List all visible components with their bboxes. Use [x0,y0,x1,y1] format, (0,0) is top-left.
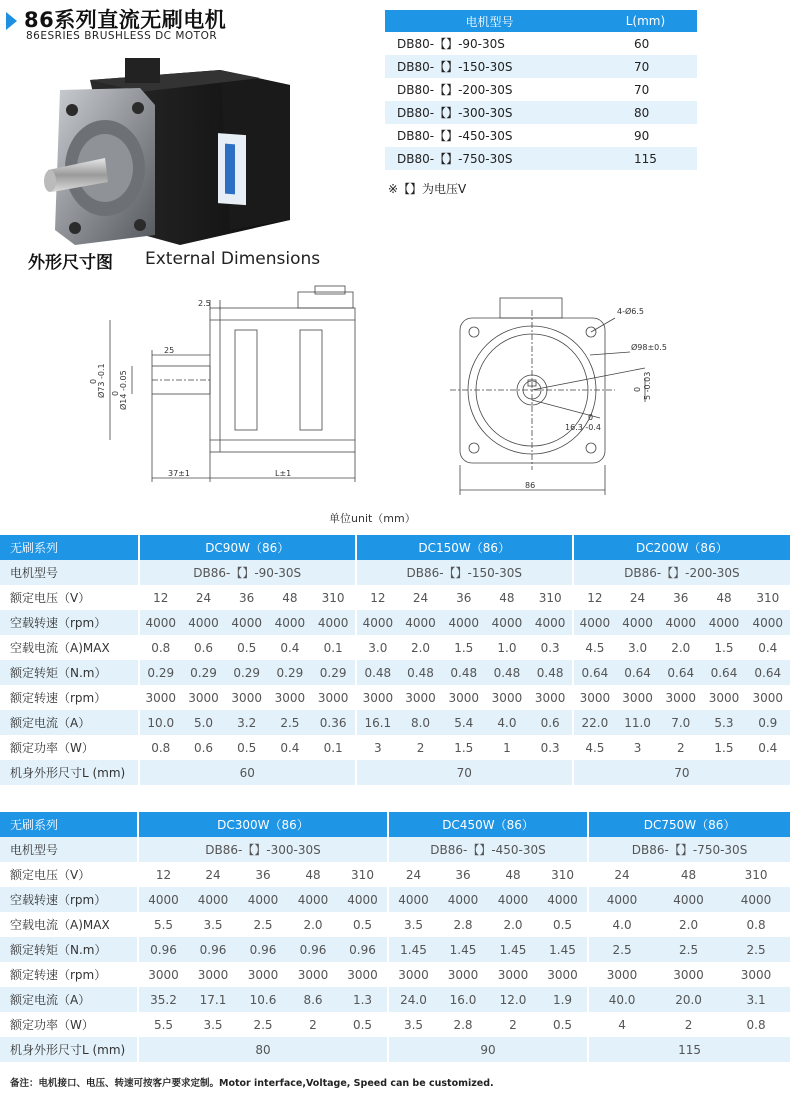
value-cell: 2 [684,1017,693,1032]
value-cell: 4000 [485,610,528,635]
model-cell: DB80-【】-150-30S [385,55,594,78]
value-cell: 0.64 [746,660,790,685]
row-label: 额定电流（A） [0,710,139,735]
value-cell: 0.48 [356,660,399,685]
footnote: 备注：电机接口、电压、转速可按客户要求定制。Motor interface,Voltage, Speed can be customized. [10,1078,494,1089]
row-label: 额定转速（rpm） [10,691,107,705]
value-cell: 2.8 [453,1017,473,1032]
dimension-drawing [60,280,680,502]
spec-table-1 [0,535,790,785]
value-cell: 0.9 [746,710,790,735]
value-cell: 310 [744,867,768,882]
value-cell: 12.0 [488,987,538,1012]
table-row [0,1012,790,1037]
model-cell: DB86-【】-90-30S [139,560,356,585]
value-cell: 17.1 [188,987,238,1012]
value-cell: 3000 [139,685,182,710]
value-cell: 4000 [288,887,338,912]
value-cell: 4000 [182,610,225,635]
value-cell: 3000 [188,690,219,705]
value-cell: 4000 [529,610,573,635]
value-cell: 3000 [448,690,480,705]
value-cell: 0.8 [746,1017,766,1032]
value-cell: 12 [573,585,616,610]
header-arrow-icon [6,12,17,30]
value-cell: 2.5 [655,937,722,962]
value-cell: 36 [456,590,472,605]
value-cell: 4000 [438,887,488,912]
value-cell: 4000 [388,887,438,912]
row-label: 电机型号 [0,837,138,862]
value-cell: 5.5 [138,912,188,937]
table-row [0,887,790,912]
value-cell: 4000 [138,887,188,912]
value-cell: 0.48 [529,660,573,685]
row-label: 机身外形尺寸L (mm) [0,1037,138,1062]
value-cell: 4000 [588,887,655,912]
value-cell: 1.9 [538,987,588,1012]
value-cell: 0.3 [540,740,560,755]
value-cell: 3000 [356,685,399,710]
length-cell: 70 [573,760,790,785]
row-label: 额定转矩（N.m） [0,937,138,962]
value-cell: 1.45 [538,937,588,962]
side-view [110,286,355,482]
value-cell: 48 [716,590,732,605]
value-cell: 48 [499,590,515,605]
value-cell: 2 [416,740,425,755]
length-cell: 60 [139,760,356,785]
table-header-row [0,535,790,560]
value-cell: 36 [455,867,471,882]
value-cell: 0.48 [485,660,528,685]
row-label: 额定转速（rpm） [10,968,107,982]
row-label: 空载电流（A)MAX [10,641,110,655]
value-cell: 3000 [297,967,329,982]
value-cell: 20.0 [655,987,722,1012]
value-cell: 48 [305,867,321,882]
value-cell: 0.5 [352,1017,373,1032]
value-cell: 1.5 [454,740,474,755]
length-cell: 70 [633,82,650,97]
value-cell: 3.5 [203,917,223,932]
value-cell: 12 [139,585,182,610]
value-cell: 3000 [405,690,436,705]
value-cell: 0.5 [352,917,373,932]
value-cell: 0.3 [540,640,560,655]
value-cell: 3000 [197,967,229,982]
group-header: DC90W（86） [139,535,356,560]
value-cell: 4.5 [573,735,616,760]
dim-flange: Ø73 -0.1 [97,363,106,398]
value-cell: 35.2 [138,987,188,1012]
model-cell: DB80-【】-200-30S [397,83,513,97]
value-cell: 2.0 [679,917,699,932]
value-cell: 2 [509,1017,517,1032]
length-cell: 70 [594,55,697,78]
model-cell: DB80-【】-90-30S [397,37,505,51]
value-cell: 4000 [659,610,702,635]
value-cell: 48 [680,867,697,882]
value-cell: 0.64 [573,660,616,685]
value-cell: 310 [551,867,574,882]
value-cell: 1.5 [714,640,734,655]
value-cell: 1.0 [497,640,517,655]
value-cell: 3.0 [356,635,399,660]
table-row [0,912,790,937]
value-cell: 10.6 [238,987,288,1012]
value-cell: 5.3 [702,710,745,735]
dim-key-h: 16.3 -0.4 [565,423,601,432]
value-cell: 3000 [231,690,262,705]
value-cell: 36 [255,867,271,882]
value-cell: 2.0 [503,917,523,932]
length-cell: 80 [138,1037,388,1062]
value-cell: 1.45 [488,937,538,962]
length-cell: 90 [388,1037,588,1062]
value-cell: 3.2 [225,710,268,735]
table-row [385,78,697,101]
table-row [385,147,697,170]
value-cell: 3000 [247,967,279,982]
dim-2-5: 2.5 [198,299,211,308]
value-cell: 10.0 [139,710,182,735]
value-cell: 3000 [665,690,697,705]
table-row [0,962,790,987]
value-cell: 2.0 [410,640,431,655]
model-cell: DB86-【】-200-30S [573,560,790,585]
dim-holes: 4-Ø6.5 [617,307,644,316]
table-row [385,55,697,78]
table-row [0,610,790,635]
value-cell: 310 [756,590,780,605]
value-cell: 0.5 [237,640,257,655]
value-cell: 2.5 [253,1017,273,1032]
dim-shaft: Ø14 -0.05 [119,370,128,410]
value-cell: 1.45 [438,937,488,962]
value-cell: 3000 [534,690,566,705]
value-cell: 5.0 [182,710,225,735]
motor-product-image [30,50,310,250]
value-cell: 4000 [399,610,442,635]
dim-shaft-zero: 0 [111,390,120,396]
model-cell: DB80-【】-450-30S [397,129,513,143]
value-cell: 1.5 [454,640,474,655]
dim-key: 5 -0.03 [643,371,652,400]
value-cell: 310 [538,590,562,605]
value-cell: 1.5 [714,740,734,755]
value-cell: 4000 [312,610,356,635]
value-cell: 3 [356,735,399,760]
value-cell: 4 [588,1012,655,1037]
value-cell: 4000 [722,887,790,912]
value-cell: 3.5 [388,912,438,937]
value-cell: 4000 [702,610,745,635]
value-cell: 48 [505,867,521,882]
page-title: 86系列直流无刷电机 [24,8,227,32]
value-cell: 3000 [497,967,529,982]
value-cell: 16.1 [356,710,399,735]
dim-pcd: Ø98±0.5 [631,343,667,352]
value-cell: 3000 [547,967,578,982]
value-cell: 3000 [138,962,188,987]
value-cell: 5.4 [442,710,485,735]
table-row [0,937,790,962]
value-cell: 0.64 [659,660,702,685]
col-model-header: 电机型号 [385,10,594,32]
value-cell: 4000 [655,887,722,912]
value-cell: 0.48 [399,660,442,685]
table-row [0,660,790,685]
value-cell: 12 [356,585,399,610]
page-subtitle: 86ESRIES BRUSHLESS DC MOTOR [26,30,218,42]
value-cell: 0.29 [225,660,268,685]
value-cell: 1 [503,740,511,755]
value-cell: 0.96 [138,937,188,962]
value-cell: 3 [633,740,642,755]
value-cell: 0.29 [139,660,182,685]
value-cell: 0.5 [237,740,257,755]
value-cell: 24 [205,867,221,882]
value-cell: 0.8 [139,735,182,760]
dim-37: 37±1 [168,469,190,478]
value-cell: 0.4 [758,740,778,755]
value-cell: 0.6 [193,640,214,655]
value-cell: 48 [282,590,298,605]
table-row [0,710,790,735]
voltage-note: ※【】为电压V [388,182,467,196]
value-cell: 0.6 [193,740,214,755]
value-cell: 310 [351,867,374,882]
value-cell: 3000 [573,685,616,710]
value-cell: 0.29 [268,660,311,685]
value-cell: 4000 [268,610,311,635]
value-cell: 3000 [752,690,784,705]
table-row [385,124,697,147]
value-cell: 4000 [488,887,538,912]
value-cell: 24 [412,590,429,605]
value-cell: 2.5 [722,937,790,962]
value-cell: 0.96 [288,937,338,962]
value-cell: 3.5 [388,1012,438,1037]
table-row [0,1037,790,1062]
model-cell: DB80-【】-300-30S [385,101,594,124]
unit-note: 单位unit（mm） [329,512,416,525]
row-label: 额定功率（W） [10,741,94,755]
model-cell: DB86-【】-450-30S [388,837,588,862]
value-cell: 24.0 [388,987,438,1012]
value-cell: 4.0 [485,710,528,735]
value-cell: 0.64 [702,660,745,685]
value-cell: 4.0 [588,912,655,937]
value-cell: 24 [195,590,212,605]
value-cell: 3000 [388,962,438,987]
length-cell: 60 [633,36,650,51]
value-cell: 0.5 [552,917,573,932]
length-cell: 90 [633,128,650,143]
group-header: DC750W（86） [588,812,790,837]
value-cell: 3000 [317,690,349,705]
value-cell: 8.6 [288,987,338,1012]
value-cell: 4.5 [573,635,616,660]
dim-key-h-zero: 0 [588,413,594,422]
dimensions-title-en: External Dimensions [145,249,321,269]
length-cell: 70 [356,760,573,785]
value-cell: 4000 [538,887,588,912]
value-cell: 3000 [347,967,378,982]
value-cell: 11.0 [616,710,659,735]
value-cell: 0.6 [529,710,573,735]
value-cell: 1.3 [338,987,388,1012]
value-cell: 0.4 [280,640,300,655]
dim-key-zero: 0 [633,386,642,392]
group-header: DC300W（86） [138,812,388,837]
row-label: 空载电流（A)MAX [10,918,110,932]
row-label: 额定功率（W） [10,1018,94,1032]
length-cell: 115 [588,1037,790,1062]
value-cell: 7.0 [659,710,702,735]
value-cell: 3000 [274,690,306,705]
value-cell: 24 [588,862,655,887]
value-cell: 24 [388,862,438,887]
value-cell: 0.1 [323,640,343,655]
group-header: DC150W（86） [356,535,573,560]
value-cell: 3.5 [203,1017,223,1032]
value-cell: 3000 [491,690,523,705]
series-label: 无刷系列 [0,535,139,560]
table-row [0,760,790,785]
value-cell: 2.5 [253,917,273,932]
col-length-header: L(mm) [594,10,697,32]
value-cell: 2.8 [453,917,473,932]
model-length-table [385,10,697,170]
value-cell: 3000 [447,967,479,982]
table-row [0,635,790,660]
value-cell: 4000 [225,610,268,635]
row-label: 电机型号 [0,560,139,585]
value-cell: 3000 [708,690,740,705]
row-label: 机身外形尺寸L (mm) [0,760,139,785]
value-cell: 24 [629,590,646,605]
table-row [0,987,790,1012]
value-cell: 5.5 [138,1012,188,1037]
value-cell: 0.8 [139,635,182,660]
value-cell: 2 [676,740,685,755]
value-cell: 2 [309,1017,317,1032]
table-row [385,101,697,124]
value-cell: 0.36 [312,710,356,735]
value-cell: 8.0 [399,710,442,735]
value-cell: 4000 [616,610,659,635]
value-cell: 0.4 [758,640,778,655]
dim-l: L±1 [275,469,292,478]
row-label: 额定转矩（N.m） [0,660,139,685]
value-cell: 0.29 [182,660,225,685]
value-cell: 4000 [338,887,388,912]
value-cell: 4000 [238,887,288,912]
table-row [0,560,790,585]
value-cell: 2.5 [268,710,311,735]
value-cell: 0.64 [616,660,659,685]
value-cell: 0.96 [188,937,238,962]
value-cell: 310 [321,590,345,605]
value-cell: 4000 [356,610,399,635]
value-cell: 0.4 [280,740,300,755]
row-label: 额定电流（A） [0,987,138,1012]
value-cell: 36 [239,590,255,605]
spec-table-2 [0,812,790,1062]
length-cell: 80 [594,101,697,124]
model-cell: DB86-【】-750-30S [588,837,790,862]
table-row [0,585,790,610]
value-cell: 0.48 [442,660,485,685]
value-cell: 2.0 [671,640,691,655]
table-row [0,862,790,887]
row-label: 额定电压（V） [10,868,91,882]
table-row [385,32,697,55]
model-cell: DB86-【】-300-30S [138,837,388,862]
value-cell: 4000 [746,610,790,635]
model-cell: DB80-【】-750-30S [385,147,594,170]
table-row [0,837,790,862]
group-header: DC450W（86） [388,812,588,837]
value-cell: 12 [138,862,188,887]
dim-flange-zero: 0 [89,378,98,384]
value-cell: 0.1 [323,740,343,755]
value-cell: 36 [673,590,689,605]
value-cell: 4000 [139,610,182,635]
dim-25: 25 [164,346,175,355]
value-cell: 0.29 [312,660,356,685]
length-cell: 115 [594,147,697,170]
row-label: 空载转速（rpm） [0,887,138,912]
value-cell: 1.45 [388,937,438,962]
value-cell: 16.0 [438,987,488,1012]
value-cell: 4000 [188,887,238,912]
value-cell: 3.0 [628,640,648,655]
series-label: 无刷系列 [0,812,138,837]
value-cell: 3000 [622,690,653,705]
table-header-row [0,812,790,837]
value-cell: 3000 [740,967,772,982]
value-cell: 0.96 [238,937,288,962]
front-view [450,298,645,495]
dim-square: 86 [525,481,536,490]
group-header: DC200W（86） [573,535,790,560]
row-label: 额定电压（V） [10,591,91,605]
value-cell: 0.8 [746,917,766,932]
table-row [0,735,790,760]
table-row [0,685,790,710]
value-cell: 3.1 [722,987,790,1012]
row-label: 空载转速（rpm） [0,610,139,635]
value-cell: 0.96 [338,937,388,962]
value-cell: 4000 [442,610,485,635]
value-cell: 3000 [588,962,655,987]
model-cell: DB86-【】-150-30S [356,560,573,585]
dimensions-title-cn: 外形尺寸图 [28,253,113,273]
value-cell: 4000 [573,610,616,635]
value-cell: 3000 [673,967,704,982]
value-cell: 22.0 [573,710,616,735]
value-cell: 0.5 [552,1017,573,1032]
value-cell: 40.0 [588,987,655,1012]
value-cell: 2.0 [303,917,323,932]
value-cell: 2.5 [588,937,655,962]
